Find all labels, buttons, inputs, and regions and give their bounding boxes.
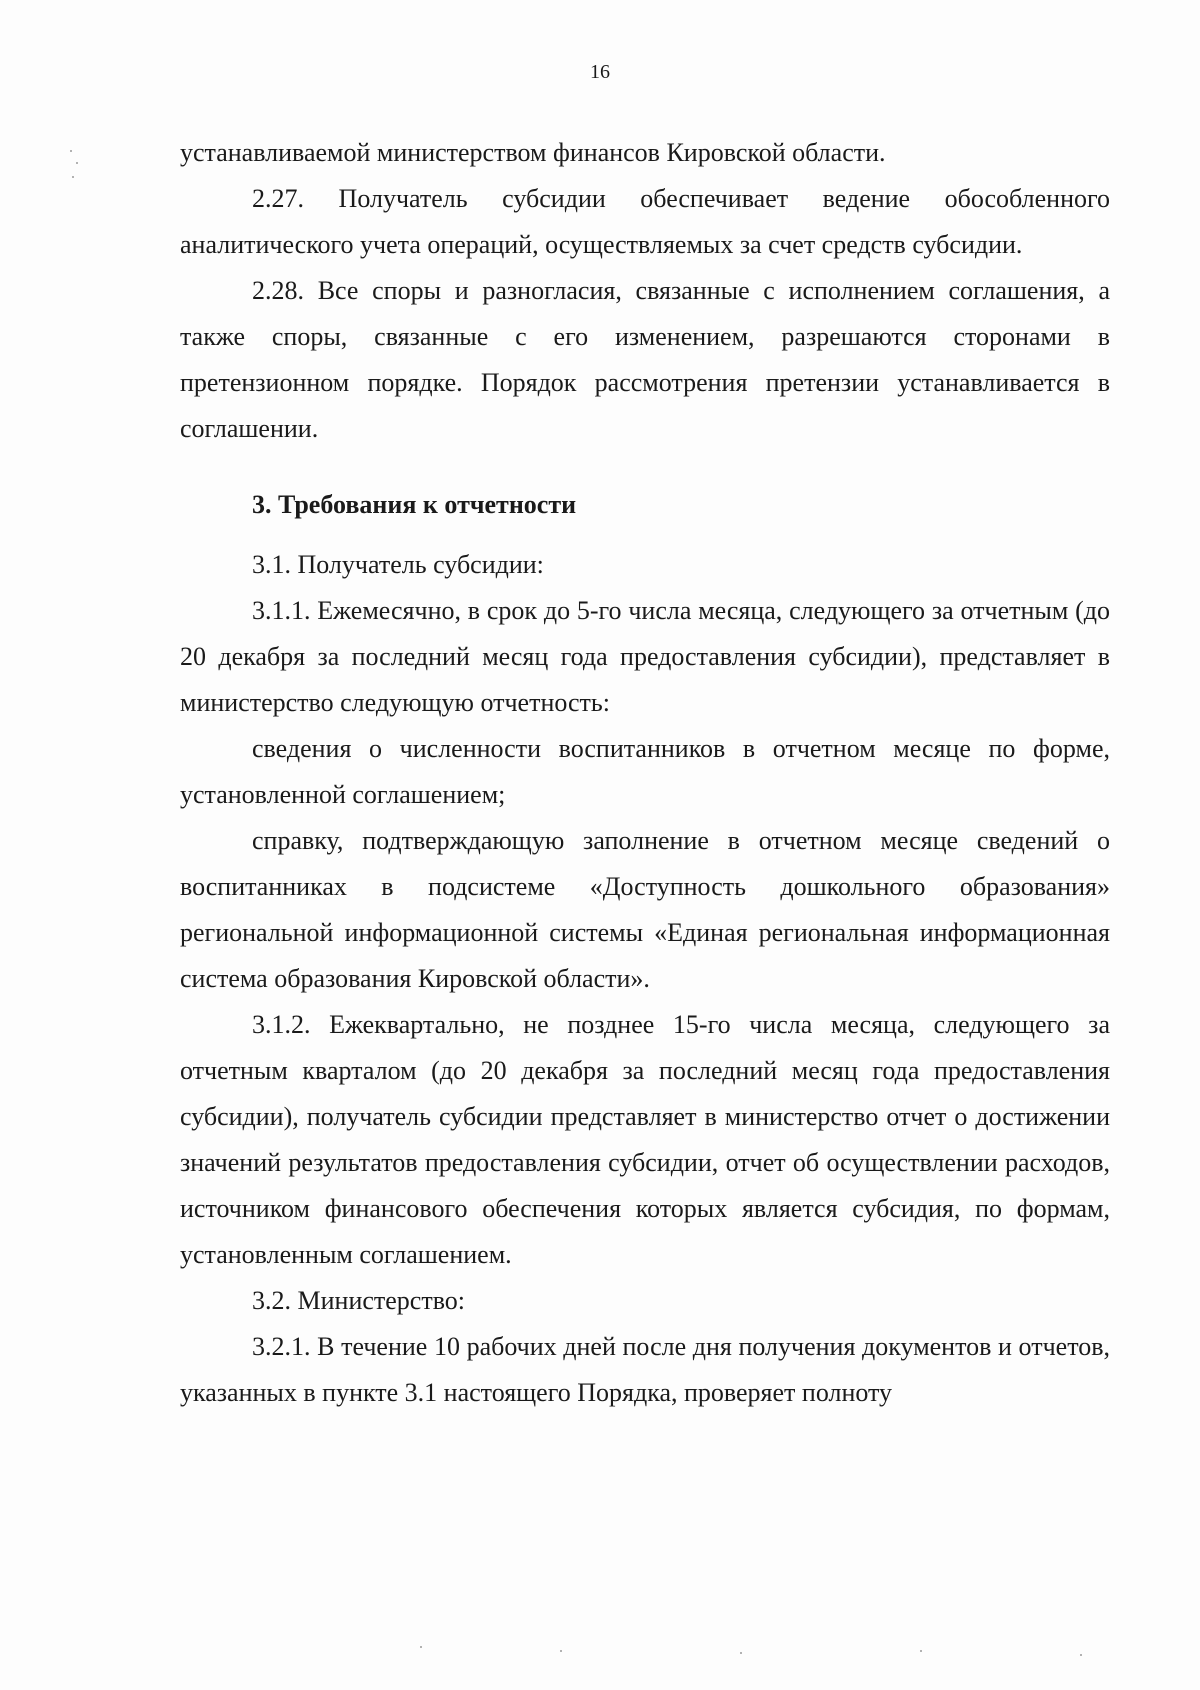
paragraph-3-1-1: 3.1.1. Ежемесячно, в срок до 5-го числа месяца, следующего за отчетным (до 20 декабря за последний месяц года предоставления субсидии), представляет в министерство следующую отчетность: (180, 596, 1110, 717)
paragraph-3-2-1: 3.2.1. В течение 10 рабочих дней после дня получения документов и отчетов, указанных в пункте 3.1 настоящего Порядка, проверяет полноту (180, 1332, 1110, 1407)
page-number: 16 (590, 61, 610, 83)
paragraph-2-28: 2.28. Все споры и разногласия, связанные с исполнением соглашения, а также споры, связанные с его изменением, разрешаются сторонами в претензионном порядке. Порядок рассмотрения претензии устанавливается в соглашении. (180, 276, 1110, 443)
paragraph-continuation: устанавливаемой министерством финансов Кировской области. (180, 138, 886, 167)
scan-speck (1080, 1654, 1082, 1656)
scan-speck (420, 1646, 422, 1648)
document-body (180, 130, 1110, 1416)
paragraph-report-item-1: сведения о численности воспитанников в отчетном месяце по форме, установленной соглашением; (180, 734, 1110, 809)
paragraph-report-item-2: справку, подтверждающую заполнение в отчетном месяце сведений о воспитанниках в подсистеме «Доступность дошкольного образования» региональной информационной системы «Единая региональная информационная система образования Кировской области». (180, 826, 1110, 993)
scan-speck (560, 1650, 562, 1652)
paragraph-3-1: 3.1. Получатель субсидии: (252, 550, 544, 579)
scan-speck (76, 162, 78, 164)
scan-speck (740, 1652, 742, 1654)
paragraph-2-27: 2.27. Получатель субсидии обеспечивает ведение обособленного аналитического учета операций, осуществляемых за счет средств субсидии. (180, 184, 1110, 259)
paragraph-3-2: 3.2. Министерство: (252, 1286, 466, 1315)
section-heading: 3. Требования к отчетности (252, 490, 577, 519)
scan-speck (72, 176, 74, 178)
scan-speck (70, 150, 72, 152)
paragraph-3-1-2: 3.1.2. Ежеквартально, не позднее 15-го числа месяца, следующего за отчетным кварталом (до 20 декабря за последний месяц года предоставления субсидии), получатель субсидии представляет в министерство отчет о достижении значений результатов предоставления субсидии, отчет об осуществлении расходов, источником финансового обеспечения которых является субсидия, по формам, установленным соглашением. (180, 1010, 1110, 1269)
scan-speck (920, 1650, 922, 1652)
